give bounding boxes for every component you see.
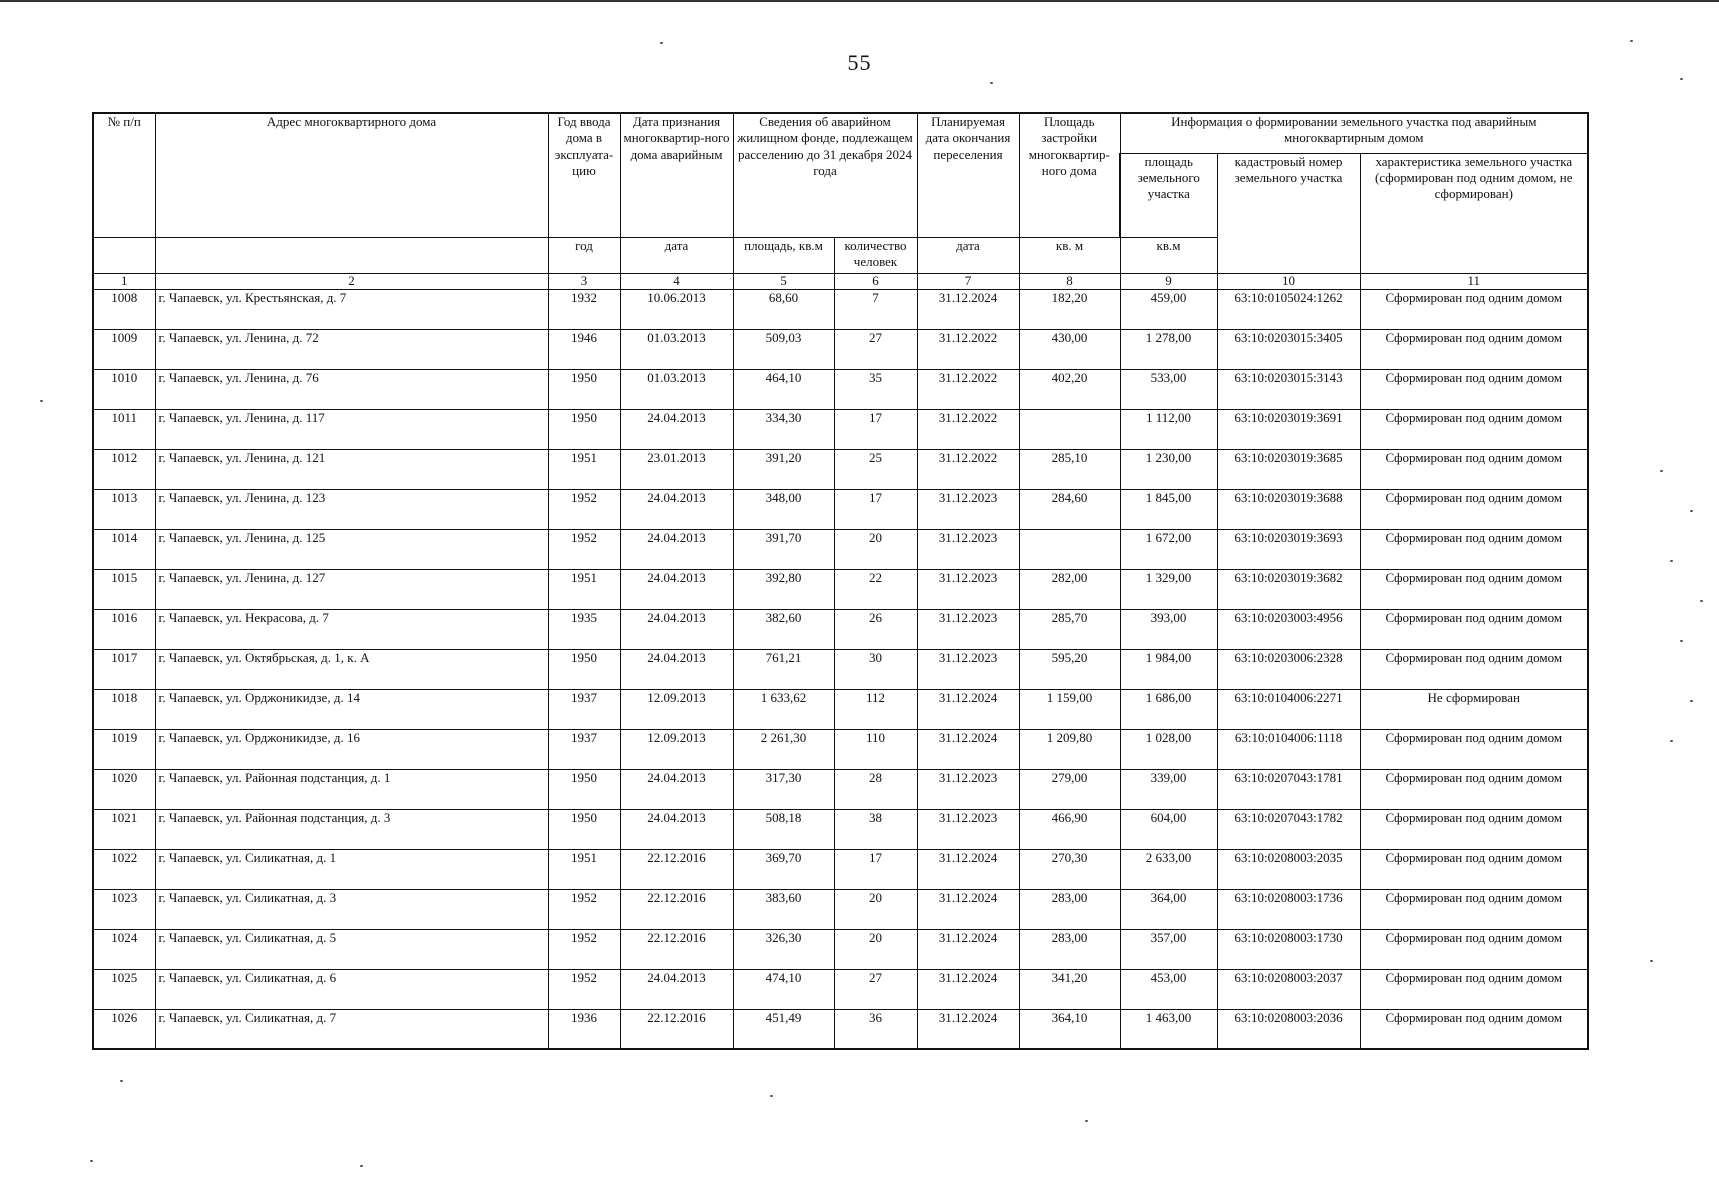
row-people: 17 (834, 849, 917, 889)
row-characteristic: Сформирован под одним домом (1360, 409, 1588, 449)
table-row (93, 889, 1588, 929)
row-address: г. Чапаевск, ул. Некрасова, д. 7 (155, 609, 548, 649)
row-area: 392,80 (733, 569, 834, 609)
row-people: 27 (834, 329, 917, 369)
row-building-area: 283,00 (1019, 929, 1120, 969)
table-row (93, 449, 1588, 489)
row-year: 1951 (548, 849, 620, 889)
row-planned-date: 31.12.2022 (917, 449, 1019, 489)
row-area: 68,60 (733, 289, 834, 329)
row-cadastral: 63:10:0104006:1118 (1217, 729, 1360, 769)
row-land-area: 364,00 (1120, 889, 1217, 929)
unit-year: год (548, 237, 620, 273)
page-number: 55 (847, 50, 872, 75)
row-planned-date: 31.12.2024 (917, 289, 1019, 329)
row-characteristic: Сформирован под одним домом (1360, 329, 1588, 369)
row-cadastral: 63:10:0203019:3682 (1217, 569, 1360, 609)
row-area: 451,49 (733, 1009, 834, 1049)
row-date-recognized: 24.04.2013 (620, 569, 733, 609)
row-land-area: 1 028,00 (1120, 729, 1217, 769)
row-people: 20 (834, 929, 917, 969)
row-year: 1937 (548, 729, 620, 769)
row-date-recognized: 24.04.2013 (620, 489, 733, 529)
unit-area: площадь, кв.м (733, 237, 834, 273)
row-area: 391,70 (733, 529, 834, 569)
row-characteristic: Сформирован под одним домом (1360, 929, 1588, 969)
row-date-recognized: 24.04.2013 (620, 649, 733, 689)
unit-empty-2 (155, 237, 548, 273)
row-land-area: 1 278,00 (1120, 329, 1217, 369)
colnum-5: 5 (733, 273, 834, 289)
row-planned-date: 31.12.2024 (917, 1009, 1019, 1049)
row-building-area: 285,70 (1019, 609, 1120, 649)
row-cadastral: 63:10:0203015:3405 (1217, 329, 1360, 369)
row-characteristic: Сформирован под одним домом (1360, 729, 1588, 769)
colnum-6: 6 (834, 273, 917, 289)
row-date-recognized: 12.09.2013 (620, 689, 733, 729)
row-year: 1952 (548, 929, 620, 969)
header-land-area: площадь земельного участка (1120, 153, 1217, 237)
row-building-area: 1 159,00 (1019, 689, 1120, 729)
colnum-10: 10 (1217, 273, 1360, 289)
header-date-recognized: Дата признания многоквартир-ного дома аварийным (620, 113, 733, 237)
row-land-area: 459,00 (1120, 289, 1217, 329)
row-date-recognized: 24.04.2013 (620, 769, 733, 809)
table-row (93, 809, 1588, 849)
row-year: 1950 (548, 369, 620, 409)
row-characteristic: Сформирован под одним домом (1360, 889, 1588, 929)
row-year: 1950 (548, 409, 620, 449)
row-address: г. Чапаевск, ул. Силикатная, д. 3 (155, 889, 548, 929)
row-characteristic: Сформирован под одним домом (1360, 849, 1588, 889)
row-cadastral: 63:10:0203019:3691 (1217, 409, 1360, 449)
row-number: 1014 (93, 529, 155, 569)
row-cadastral: 63:10:0207043:1781 (1217, 769, 1360, 809)
table-row (93, 849, 1588, 889)
row-building-area: 364,10 (1019, 1009, 1120, 1049)
table-row (93, 489, 1588, 529)
row-people: 28 (834, 769, 917, 809)
table-row (93, 329, 1588, 369)
row-year: 1935 (548, 609, 620, 649)
table-row (93, 569, 1588, 609)
row-address: г. Чапаевск, ул. Ленина, д. 76 (155, 369, 548, 409)
row-cadastral: 63:10:0203019:3693 (1217, 529, 1360, 569)
row-year: 1950 (548, 649, 620, 689)
page-top-edge (0, 0, 1719, 2)
row-characteristic: Сформирован под одним домом (1360, 809, 1588, 849)
row-planned-date: 31.12.2023 (917, 809, 1019, 849)
row-year: 1951 (548, 449, 620, 489)
table-row (93, 609, 1588, 649)
row-year: 1937 (548, 689, 620, 729)
colnum-4: 4 (620, 273, 733, 289)
scan-speck (360, 1165, 363, 1167)
header-address: Адрес многоквартирного дома (155, 113, 548, 237)
row-land-area: 1 672,00 (1120, 529, 1217, 569)
row-year: 1952 (548, 889, 620, 929)
row-people: 112 (834, 689, 917, 729)
row-area: 761,21 (733, 649, 834, 689)
row-planned-date: 31.12.2024 (917, 889, 1019, 929)
row-land-area: 1 686,00 (1120, 689, 1217, 729)
colnum-2: 2 (155, 273, 548, 289)
scan-speck (1650, 960, 1653, 962)
row-people: 38 (834, 809, 917, 849)
row-characteristic: Сформирован под одним домом (1360, 969, 1588, 1009)
row-people: 17 (834, 409, 917, 449)
emergency-housing-table (92, 112, 1589, 1050)
scan-speck (1680, 78, 1683, 80)
header-cadastral: кадастровый номер земельного участка (1217, 153, 1360, 273)
row-planned-date: 31.12.2022 (917, 409, 1019, 449)
row-building-area: 402,20 (1019, 369, 1120, 409)
row-cadastral: 63:10:0104006:2271 (1217, 689, 1360, 729)
row-planned-date: 31.12.2024 (917, 929, 1019, 969)
row-address: г. Чапаевск, ул. Силикатная, д. 5 (155, 929, 548, 969)
row-building-area: 341,20 (1019, 969, 1120, 1009)
row-planned-date: 31.12.2023 (917, 529, 1019, 569)
header-land-characteristic: характеристика земельного участка (сформирован под одним домом, не сформирован) (1360, 153, 1588, 273)
row-people: 7 (834, 289, 917, 329)
row-cadastral: 63:10:0203019:3688 (1217, 489, 1360, 529)
row-land-area: 393,00 (1120, 609, 1217, 649)
row-date-recognized: 24.04.2013 (620, 809, 733, 849)
colnum-1: 1 (93, 273, 155, 289)
table-row (93, 529, 1588, 569)
row-number: 1023 (93, 889, 155, 929)
row-date-recognized: 12.09.2013 (620, 729, 733, 769)
row-area: 317,30 (733, 769, 834, 809)
row-address: г. Чапаевск, ул. Октябрьская, д. 1, к. А (155, 649, 548, 689)
table-row (93, 769, 1588, 809)
row-area: 508,18 (733, 809, 834, 849)
row-land-area: 339,00 (1120, 769, 1217, 809)
row-area: 474,10 (733, 969, 834, 1009)
row-people: 110 (834, 729, 917, 769)
row-people: 35 (834, 369, 917, 409)
row-building-area: 1 209,80 (1019, 729, 1120, 769)
row-area: 2 261,30 (733, 729, 834, 769)
row-area: 334,30 (733, 409, 834, 449)
row-address: г. Чапаевск, ул. Районная подстанция, д. 3 (155, 809, 548, 849)
row-date-recognized: 01.03.2013 (620, 329, 733, 369)
row-number: 1019 (93, 729, 155, 769)
row-characteristic: Не сформирован (1360, 689, 1588, 729)
row-area: 464,10 (733, 369, 834, 409)
row-year: 1936 (548, 1009, 620, 1049)
row-planned-date: 31.12.2022 (917, 329, 1019, 369)
table-row (93, 649, 1588, 689)
row-land-area: 1 845,00 (1120, 489, 1217, 529)
scan-speck (1085, 1120, 1088, 1122)
table-row (93, 289, 1588, 329)
unit-date-2: дата (917, 237, 1019, 273)
row-planned-date: 31.12.2022 (917, 369, 1019, 409)
row-characteristic: Сформирован под одним домом (1360, 649, 1588, 689)
row-planned-date: 31.12.2023 (917, 489, 1019, 529)
row-land-area: 1 230,00 (1120, 449, 1217, 489)
header-planned-date: Планируемая дата окончания переселения (917, 113, 1019, 237)
row-characteristic: Сформирован под одним домом (1360, 609, 1588, 649)
row-address: г. Чапаевск, ул. Ленина, д. 127 (155, 569, 548, 609)
row-building-area: 430,00 (1019, 329, 1120, 369)
row-year: 1932 (548, 289, 620, 329)
row-building-area: 283,00 (1019, 889, 1120, 929)
row-land-area: 1 112,00 (1120, 409, 1217, 449)
row-people: 30 (834, 649, 917, 689)
header-emergency-fund: Сведения об аварийном жилищном фонде, подлежащем расселению до 31 декабря 2024 года (733, 113, 917, 237)
row-cadastral: 63:10:0208003:2036 (1217, 1009, 1360, 1049)
unit-date: дата (620, 237, 733, 273)
row-date-recognized: 24.04.2013 (620, 409, 733, 449)
row-number: 1025 (93, 969, 155, 1009)
row-date-recognized: 22.12.2016 (620, 929, 733, 969)
unit-empty-1 (93, 237, 155, 273)
row-people: 25 (834, 449, 917, 489)
row-planned-date: 31.12.2024 (917, 729, 1019, 769)
colnum-3: 3 (548, 273, 620, 289)
row-land-area: 533,00 (1120, 369, 1217, 409)
scan-speck (90, 1160, 93, 1162)
row-address: г. Чапаевск, ул. Орджоникидзе, д. 16 (155, 729, 548, 769)
scan-speck (990, 82, 993, 84)
row-planned-date: 31.12.2023 (917, 769, 1019, 809)
table-row (93, 409, 1588, 449)
column-numbers-row (93, 273, 1588, 289)
scan-speck (770, 1095, 773, 1097)
row-characteristic: Сформирован под одним домом (1360, 289, 1588, 329)
row-land-area: 1 329,00 (1120, 569, 1217, 609)
colnum-9: 9 (1120, 273, 1217, 289)
row-year: 1952 (548, 489, 620, 529)
row-cadastral: 63:10:0208003:2035 (1217, 849, 1360, 889)
row-area: 369,70 (733, 849, 834, 889)
row-address: г. Чапаевск, ул. Ленина, д. 117 (155, 409, 548, 449)
row-year: 1946 (548, 329, 620, 369)
row-building-area: 595,20 (1019, 649, 1120, 689)
row-planned-date: 31.12.2023 (917, 649, 1019, 689)
row-cadastral: 63:10:0208003:2037 (1217, 969, 1360, 1009)
row-building-area: 466,90 (1019, 809, 1120, 849)
row-year: 1950 (548, 769, 620, 809)
row-building-area (1019, 409, 1120, 449)
row-cadastral: 63:10:0208003:1730 (1217, 929, 1360, 969)
row-address: г. Чапаевск, ул. Ленина, д. 72 (155, 329, 548, 369)
row-characteristic: Сформирован под одним домом (1360, 769, 1588, 809)
table-row (93, 929, 1588, 969)
row-address: г. Чапаевск, ул. Ленина, д. 121 (155, 449, 548, 489)
table-row (93, 369, 1588, 409)
row-cadastral: 63:10:0203003:4956 (1217, 609, 1360, 649)
row-building-area: 285,10 (1019, 449, 1120, 489)
row-planned-date: 31.12.2024 (917, 969, 1019, 1009)
row-date-recognized: 10.06.2013 (620, 289, 733, 329)
scan-speck (1690, 700, 1693, 702)
colnum-8: 8 (1019, 273, 1120, 289)
row-planned-date: 31.12.2023 (917, 569, 1019, 609)
scan-speck (1690, 510, 1693, 512)
row-land-area: 2 633,00 (1120, 849, 1217, 889)
scan-speck (1670, 560, 1673, 562)
row-date-recognized: 23.01.2013 (620, 449, 733, 489)
row-number: 1011 (93, 409, 155, 449)
row-date-recognized: 01.03.2013 (620, 369, 733, 409)
row-area: 326,30 (733, 929, 834, 969)
scan-speck (1670, 740, 1673, 742)
scan-speck (1680, 640, 1683, 642)
row-year: 1950 (548, 809, 620, 849)
row-building-area: 284,60 (1019, 489, 1120, 529)
table-row (93, 689, 1588, 729)
row-cadastral: 63:10:0203019:3685 (1217, 449, 1360, 489)
scan-speck (1660, 470, 1663, 472)
row-address: г. Чапаевск, ул. Силикатная, д. 6 (155, 969, 548, 1009)
header-num: № п/п (93, 113, 155, 237)
row-address: г. Чапаевск, ул. Ленина, д. 125 (155, 529, 548, 569)
row-number: 1008 (93, 289, 155, 329)
table-body (93, 289, 1588, 1049)
row-land-area: 604,00 (1120, 809, 1217, 849)
row-people: 26 (834, 609, 917, 649)
unit-people: количество человек (834, 237, 917, 273)
row-year: 1952 (548, 529, 620, 569)
scan-speck (1700, 600, 1703, 602)
row-characteristic: Сформирован под одним домом (1360, 569, 1588, 609)
row-area: 383,60 (733, 889, 834, 929)
row-number: 1018 (93, 689, 155, 729)
row-address: г. Чапаевск, ул. Крестьянская, д. 7 (155, 289, 548, 329)
unit-sqm: кв. м (1019, 237, 1120, 273)
row-number: 1020 (93, 769, 155, 809)
row-date-recognized: 24.04.2013 (620, 609, 733, 649)
colnum-7: 7 (917, 273, 1019, 289)
row-number: 1024 (93, 929, 155, 969)
row-address: г. Чапаевск, ул. Ленина, д. 123 (155, 489, 548, 529)
row-date-recognized: 22.12.2016 (620, 849, 733, 889)
row-planned-date: 31.12.2023 (917, 609, 1019, 649)
row-number: 1021 (93, 809, 155, 849)
row-people: 17 (834, 489, 917, 529)
row-address: г. Чапаевск, ул. Силикатная, д. 1 (155, 849, 548, 889)
row-characteristic: Сформирован под одним домом (1360, 449, 1588, 489)
row-number: 1013 (93, 489, 155, 529)
row-date-recognized: 24.04.2013 (620, 529, 733, 569)
row-land-area: 1 984,00 (1120, 649, 1217, 689)
row-year: 1951 (548, 569, 620, 609)
header-year: Год ввода дома в эксплуата-цию (548, 113, 620, 237)
row-characteristic: Сформирован под одним домом (1360, 1009, 1588, 1049)
unit-sqm-2: кв.м (1120, 237, 1217, 273)
row-cadastral: 63:10:0203015:3143 (1217, 369, 1360, 409)
row-land-area: 357,00 (1120, 929, 1217, 969)
row-characteristic: Сформирован под одним домом (1360, 529, 1588, 569)
row-address: г. Чапаевск, ул. Силикатная, д. 7 (155, 1009, 548, 1049)
row-address: г. Чапаевск, ул. Орджоникидзе, д. 14 (155, 689, 548, 729)
row-land-area: 453,00 (1120, 969, 1217, 1009)
row-people: 36 (834, 1009, 917, 1049)
row-number: 1016 (93, 609, 155, 649)
header-land-info: Информация о формировании земельного участка под аварийным многоквартирным домом (1120, 113, 1588, 153)
row-cadastral: 63:10:0208003:1736 (1217, 889, 1360, 929)
row-building-area: 182,20 (1019, 289, 1120, 329)
row-date-recognized: 22.12.2016 (620, 1009, 733, 1049)
table-row (93, 1009, 1588, 1049)
row-characteristic: Сформирован под одним домом (1360, 489, 1588, 529)
row-building-area: 282,00 (1019, 569, 1120, 609)
scan-speck (40, 400, 43, 402)
row-people: 27 (834, 969, 917, 1009)
row-building-area: 279,00 (1019, 769, 1120, 809)
header-building-area: Площадь застройки многоквартир-ного дома (1019, 113, 1120, 237)
row-date-recognized: 24.04.2013 (620, 969, 733, 1009)
row-cadastral: 63:10:0105024:1262 (1217, 289, 1360, 329)
row-people: 22 (834, 569, 917, 609)
row-land-area: 1 463,00 (1120, 1009, 1217, 1049)
row-year: 1952 (548, 969, 620, 1009)
row-characteristic: Сформирован под одним домом (1360, 369, 1588, 409)
row-number: 1015 (93, 569, 155, 609)
row-area: 382,60 (733, 609, 834, 649)
row-number: 1009 (93, 329, 155, 369)
colnum-11: 11 (1360, 273, 1588, 289)
row-cadastral: 63:10:0203006:2328 (1217, 649, 1360, 689)
row-area: 391,20 (733, 449, 834, 489)
row-planned-date: 31.12.2024 (917, 849, 1019, 889)
scan-speck (1630, 40, 1633, 42)
row-area: 1 633,62 (733, 689, 834, 729)
table-row (93, 969, 1588, 1009)
row-people: 20 (834, 889, 917, 929)
row-number: 1017 (93, 649, 155, 689)
scan-speck (120, 1080, 123, 1082)
scan-speck (660, 42, 663, 44)
row-address: г. Чапаевск, ул. Районная подстанция, д. 1 (155, 769, 548, 809)
row-building-area (1019, 529, 1120, 569)
row-people: 20 (834, 529, 917, 569)
row-date-recognized: 22.12.2016 (620, 889, 733, 929)
row-area: 348,00 (733, 489, 834, 529)
table-row (93, 729, 1588, 769)
row-cadastral: 63:10:0207043:1782 (1217, 809, 1360, 849)
row-number: 1026 (93, 1009, 155, 1049)
row-number: 1012 (93, 449, 155, 489)
row-number: 1022 (93, 849, 155, 889)
row-area: 509,03 (733, 329, 834, 369)
row-number: 1010 (93, 369, 155, 409)
row-planned-date: 31.12.2024 (917, 689, 1019, 729)
row-building-area: 270,30 (1019, 849, 1120, 889)
